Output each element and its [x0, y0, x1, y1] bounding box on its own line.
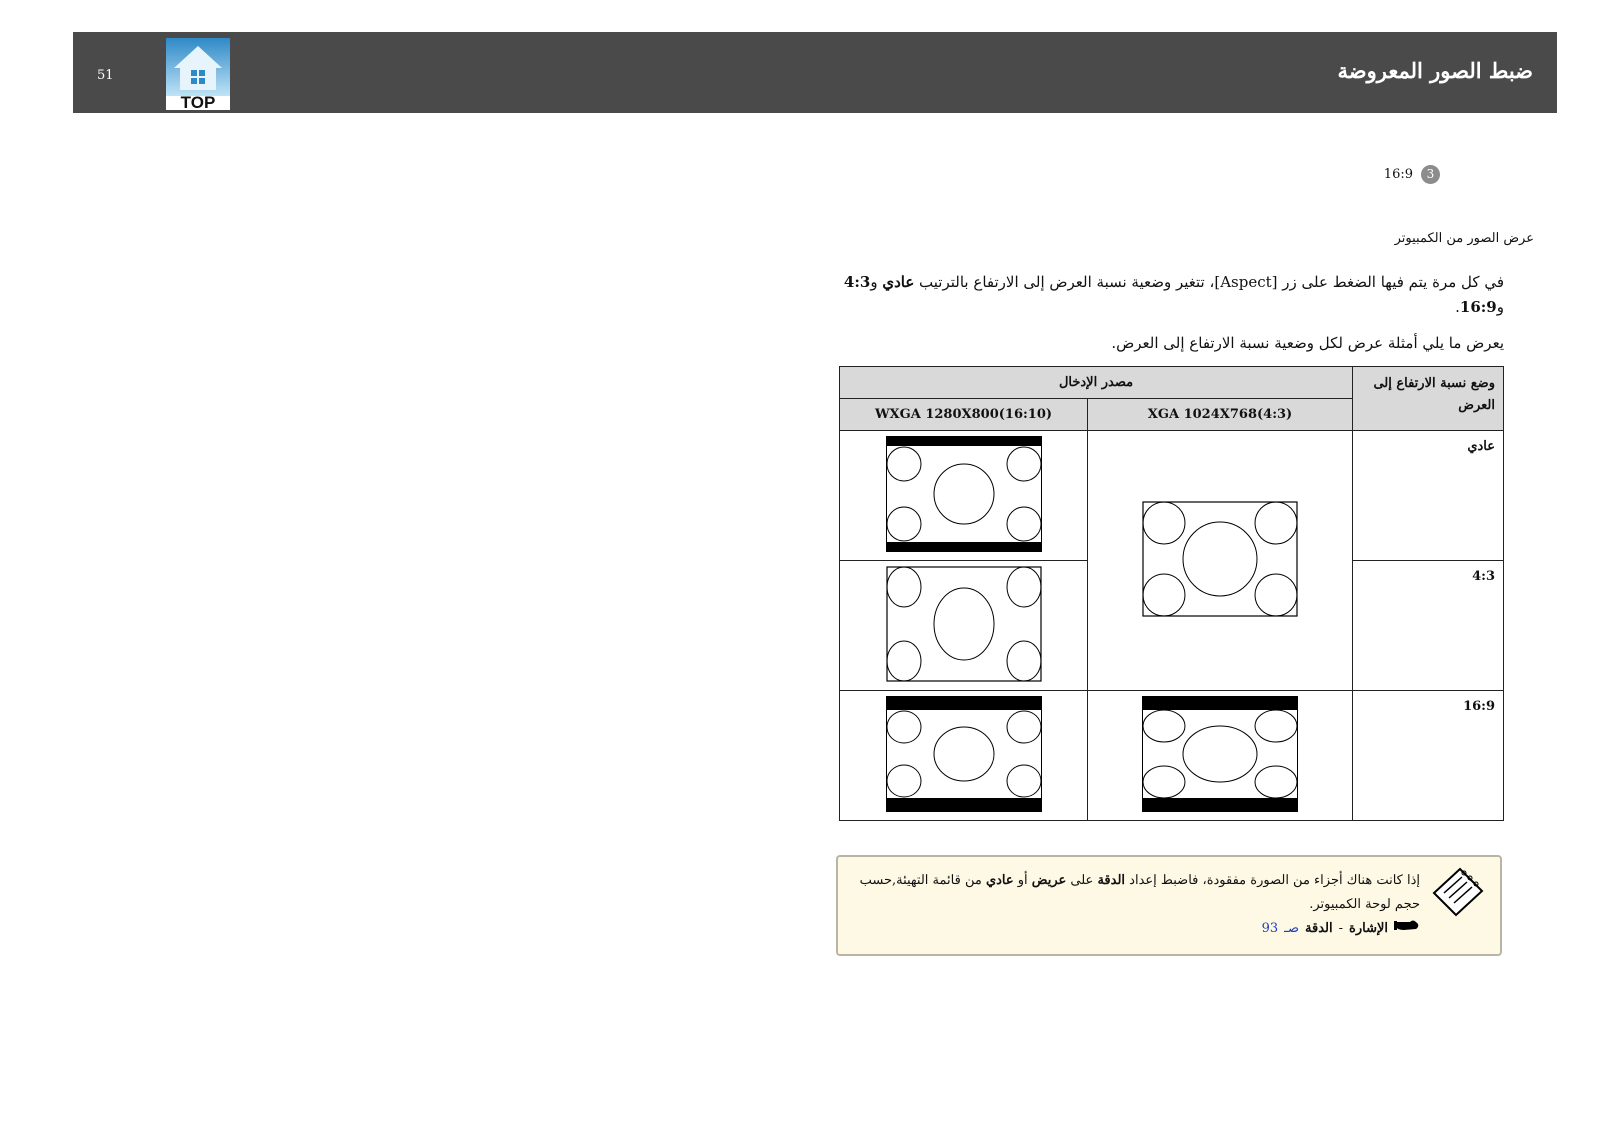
header-mode: وضع نسبة الارتفاع إلى العرض	[1353, 367, 1504, 431]
xga-full-image	[1142, 501, 1298, 617]
step-number-badge: 3	[1421, 165, 1440, 184]
pointing-hand-icon	[1394, 917, 1420, 941]
header-input-source: مصدر الإدخال	[840, 367, 1353, 399]
wxga-letterbox-image	[886, 436, 1042, 552]
examples-intro: يعرض ما يلي أمثلة عرض لكل وضعية نسبة الارتفاع إلى العرض.	[1111, 334, 1504, 352]
link-page-number[interactable]: 93	[1261, 921, 1279, 936]
step-label: 16:9	[1383, 167, 1413, 182]
row-label-43: 4:3	[1353, 561, 1504, 691]
note-text	[848, 869, 1420, 941]
row-label-normal: عادي	[1353, 431, 1504, 561]
home-icon	[166, 38, 230, 110]
note-body: إذا كانت هناك أجزاء من الصورة مفقودة، فاضبط إعداد الدقة على عريض أو عادي من قائمة التهيئة,حسب حجم لوحة الكمبيوتر.	[859, 873, 1420, 912]
wxga-normal	[840, 431, 1088, 561]
xga-stretched-image	[1142, 696, 1298, 812]
link-page-prefix[interactable]: صـ	[1284, 921, 1300, 936]
header-xga: (4:3)XGA 1024X768	[1088, 399, 1353, 431]
top-button[interactable]	[166, 38, 230, 110]
row-label-169: 16:9	[1353, 691, 1504, 821]
link-separator: -	[1338, 921, 1344, 936]
step-indicator	[1384, 165, 1440, 184]
link-target[interactable]: الدقة	[1305, 921, 1333, 936]
section-title: عرض الصور من الكمبيوتر	[1394, 231, 1534, 246]
reference-link[interactable]	[848, 917, 1420, 941]
xga-normal-43	[1088, 431, 1353, 691]
wxga-squeezed-image	[886, 566, 1042, 682]
note-box	[836, 855, 1502, 956]
table-row	[840, 691, 1504, 821]
aspect-description: في كل مرة يتم فيها الضغط على زر [Aspect]، تتغير وضعية نسبة العرض إلى الارتفاع بالترتيب عادي و4:3 و16:9.	[843, 273, 1504, 316]
header-wxga: (16:10)WXGA 1280X800	[840, 399, 1088, 431]
table-row	[840, 431, 1504, 561]
aspect-table	[839, 366, 1504, 821]
wxga-169-image	[886, 696, 1042, 812]
note-pencil-icon	[1430, 865, 1486, 917]
wxga-169	[840, 691, 1088, 821]
link-label: الإشارة	[1349, 921, 1388, 936]
page-title: ضبط الصور المعروضة	[1337, 58, 1533, 83]
page-number: 51	[97, 68, 114, 83]
top-label: TOP	[180, 93, 216, 110]
wxga-43	[840, 561, 1088, 691]
header-bar	[73, 32, 1557, 113]
xga-169	[1088, 691, 1353, 821]
